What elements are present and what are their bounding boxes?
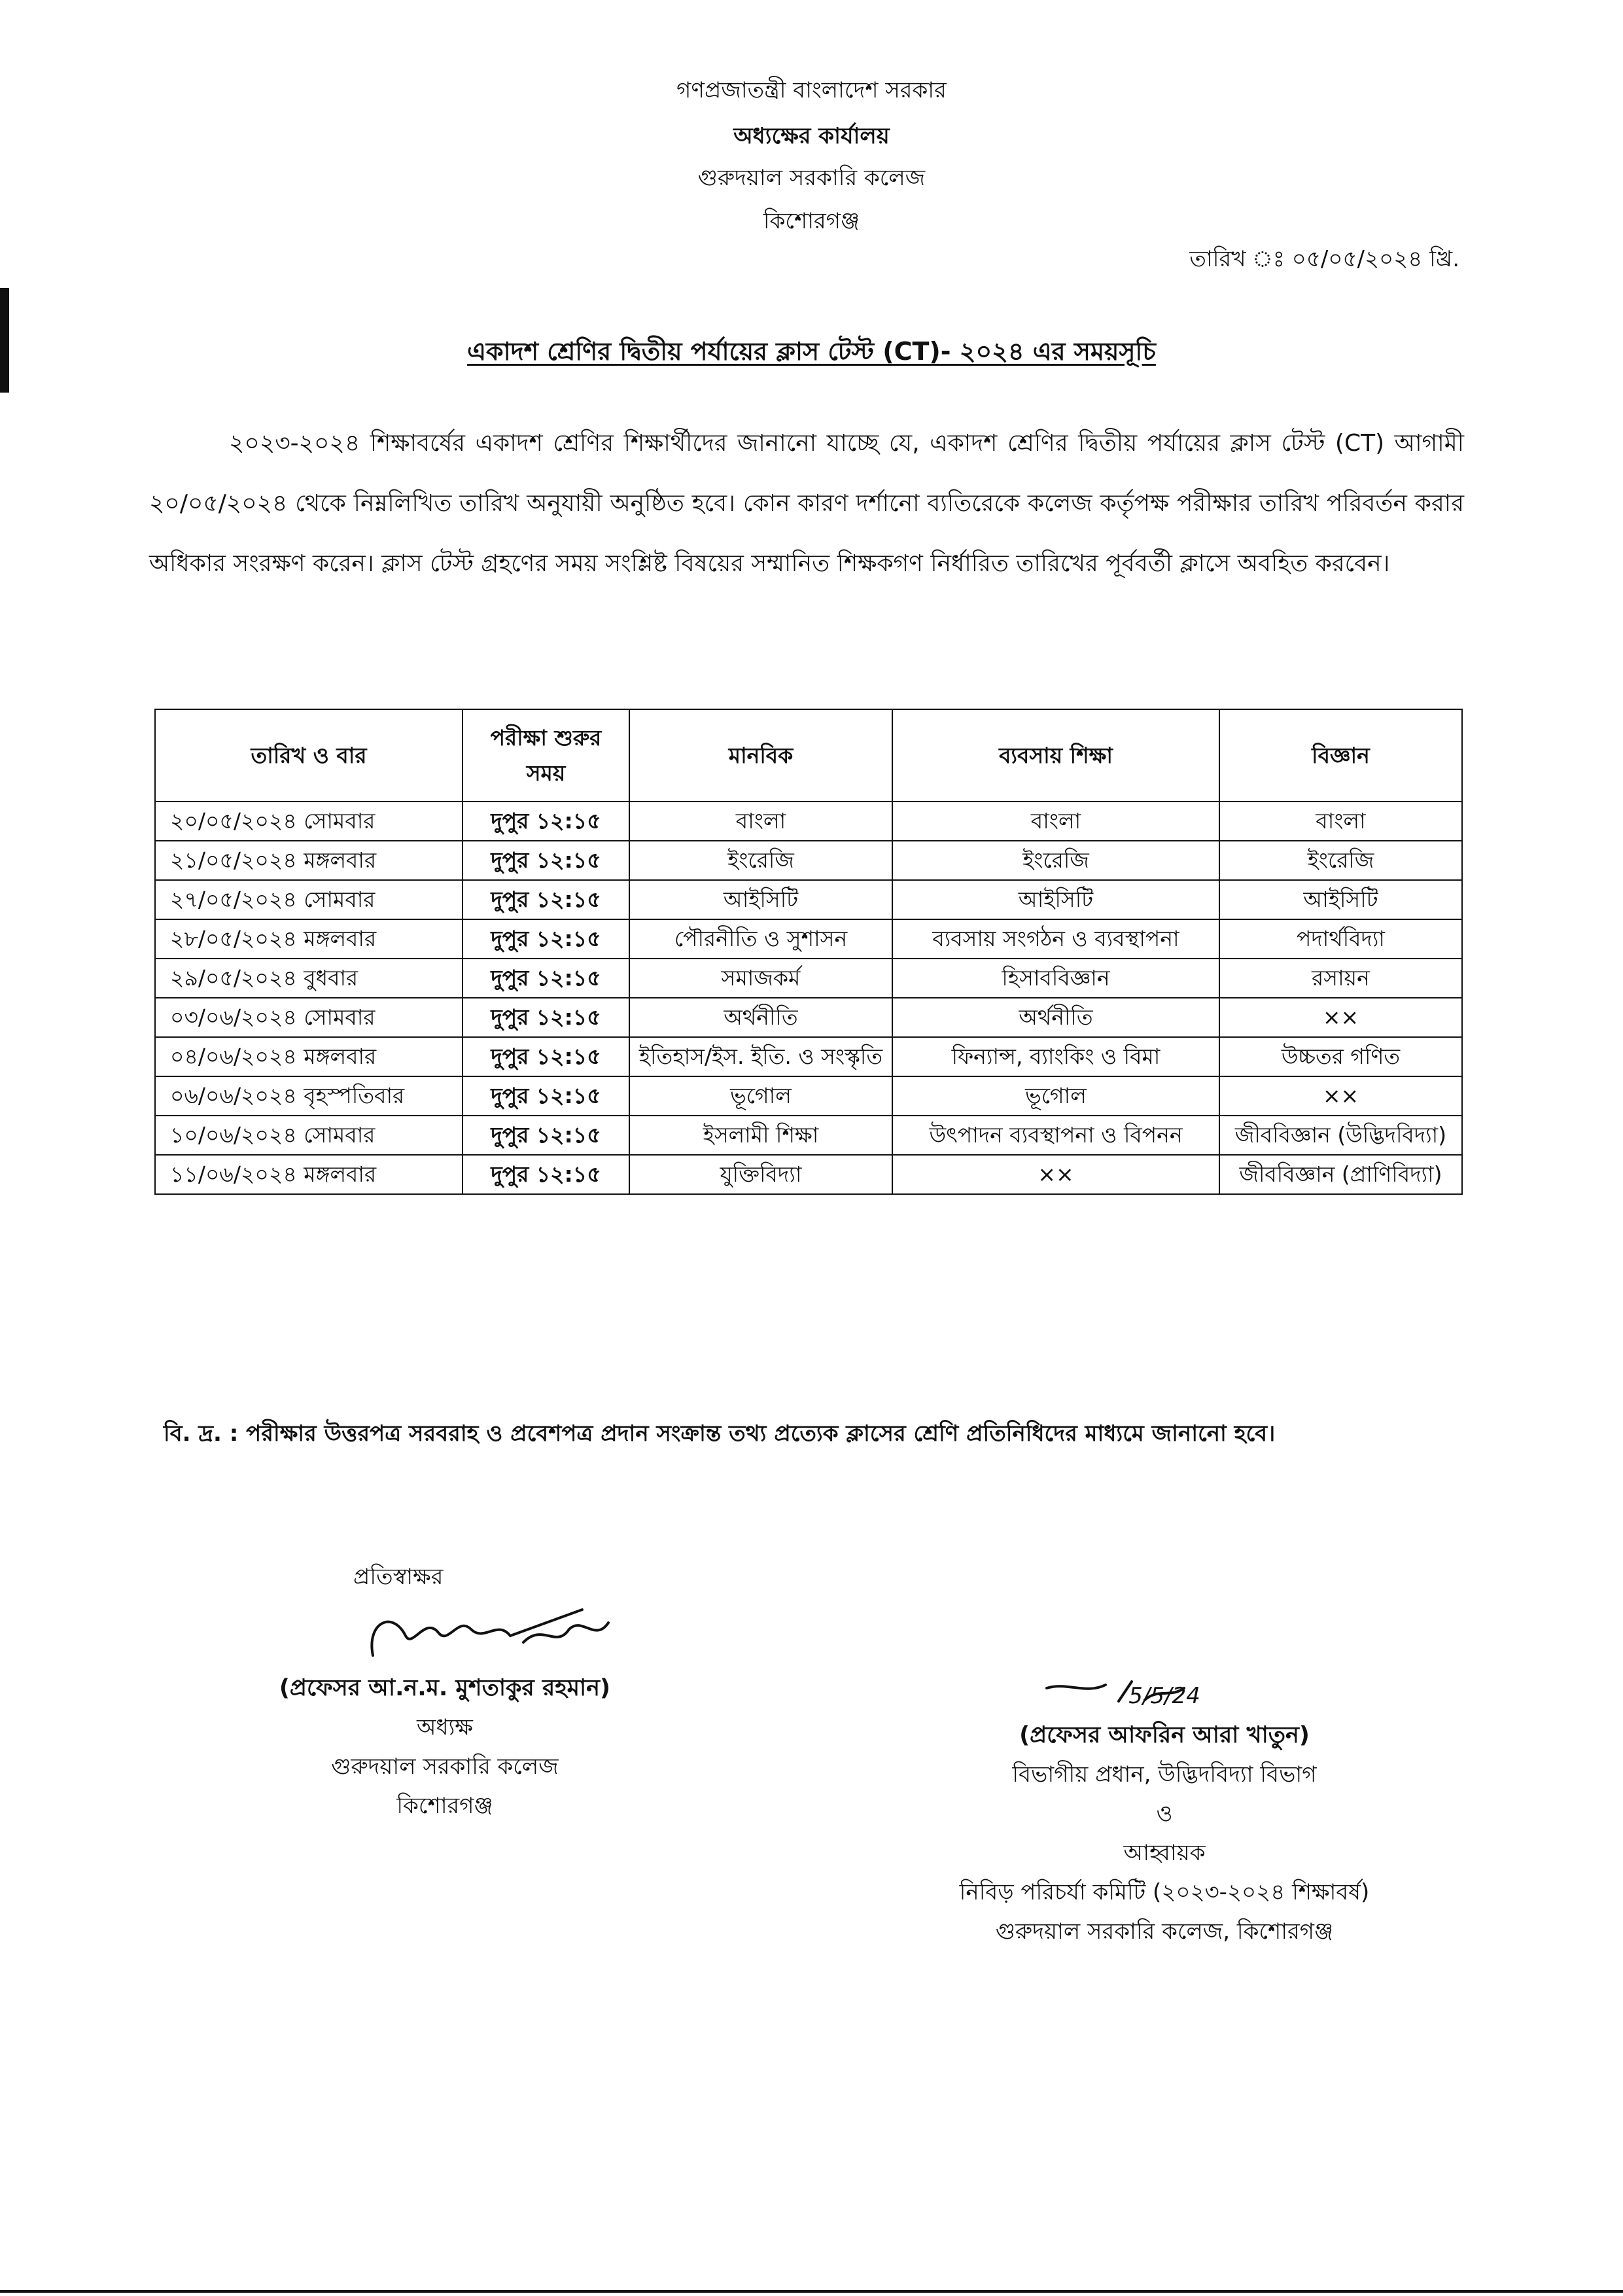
countersign-block [216, 1557, 674, 1826]
header-college: গুরুদয়াল সরকারি কলেজ [697, 165, 926, 191]
cell-date: ২৮/০৫/২০২৪ মঙ্গলবার [155, 919, 462, 959]
table-row [155, 919, 1462, 959]
cell-business: উৎপাদন ব্যবস্থাপনা ও বিপনন [892, 1116, 1219, 1155]
table-row [155, 1155, 1462, 1194]
cell-science: বাংলা [1219, 802, 1462, 841]
cell-time: দুপুর ১২:১৫ [462, 1155, 629, 1194]
cell-humanities: পৌরনীতি ও সুশাসন [629, 919, 892, 959]
cell-humanities: ইতিহাস/ইস. ইতি. ও সংস্কৃতি [629, 1037, 892, 1076]
cell-business: ভূগোল [892, 1076, 1219, 1116]
header-date: তারিখ ও বার [155, 709, 462, 802]
cell-science: ×× [1219, 1076, 1462, 1116]
cell-humanities: ইংরেজি [629, 841, 892, 880]
cell-business: ইংরেজি [892, 841, 1219, 880]
cell-science: জীববিজ্ঞান (উদ্ভিদবিদ্যা) [1219, 1116, 1462, 1155]
cell-time: দুপুর ১২:১৫ [462, 1037, 629, 1076]
cell-time: দুপুর ১২:১৫ [462, 959, 629, 998]
cell-date: ২৯/০৫/২০২৪ বুধবার [155, 959, 462, 998]
header-science: বিজ্ঞান [1219, 709, 1462, 802]
issue-date: তারিখ ঃ ০৫/০৫/২০২৪ খ্রি. [1189, 246, 1459, 272]
convener-name: (প্রফেসর আফরিন আরা খাতুন) [1019, 1722, 1310, 1748]
cell-humanities: আইসিটি [629, 880, 892, 919]
cell-humanities: অর্থনীতি [629, 998, 892, 1037]
cell-time: দুপুর ১২:১৫ [462, 998, 629, 1037]
cell-humanities: ভূগোল [629, 1076, 892, 1116]
table-row [155, 841, 1462, 880]
principal-signature-scribble [216, 1597, 674, 1669]
header-office: অধ্যক্ষের কার্যালয় [733, 123, 890, 149]
table-row [155, 998, 1462, 1037]
table-row [155, 1116, 1462, 1155]
document-title [0, 332, 1623, 374]
convener-conjunction: ও [1156, 1801, 1173, 1827]
cell-business: ×× [892, 1155, 1219, 1194]
cell-humanities: ইসলামী শিক্ষা [629, 1116, 892, 1155]
convener-signature-block [896, 1675, 1433, 1951]
cell-date: ২৭/০৫/২০২৪ সোমবার [155, 880, 462, 919]
convener-handwritten-date: 5/5/24 [1128, 1683, 1200, 1709]
cell-science: আইসিটি [1219, 880, 1462, 919]
header-district: কিশোরগঞ্জ [763, 208, 860, 234]
table-header-row [155, 709, 1462, 802]
footnote: বি. দ্র. : পরীক্ষার উত্তরপত্র সরবরাহ ও প্রবেশপত্র প্রদান সংক্রান্ত তথ্য প্রত্যেক ক্লাসের শ্রেণি প্রতিনিধিদের মাধ্যমে জানানো হবে। [164, 1421, 1276, 1447]
cell-science: রসায়ন [1219, 959, 1462, 998]
scan-bottom-edge [0, 2290, 1623, 2293]
principal-designation: অধ্যক্ষ [417, 1714, 473, 1740]
table-row [155, 959, 1462, 998]
principal-name: (প্রফেসর আ.ন.ম. মুশতাকুর রহমান) [279, 1675, 611, 1701]
cell-time: দুপুর ১২:১৫ [462, 1116, 629, 1155]
header-time: পরীক্ষা শুরুর সময় [462, 709, 629, 802]
table-row [155, 880, 1462, 919]
convener-designation: বিভাগীয় প্রধান, উদ্ভিদবিদ্যা বিভাগ [1012, 1761, 1317, 1788]
cell-humanities: সমাজকর্ম [629, 959, 892, 998]
cell-date: ০৩/০৬/২০২৪ সোমবার [155, 998, 462, 1037]
table-row [155, 1076, 1462, 1116]
convener-committee: নিবিড় পরিচর্যা কমিটি (২০২৩-২০২৪ শিক্ষাবর্ষ) [959, 1879, 1370, 1905]
cell-date: ০৬/০৬/২০২৪ বৃহস্পতিবার [155, 1076, 462, 1116]
principal-institution: গুরুদয়াল সরকারি কলেজ [331, 1754, 559, 1780]
convener-institution: গুরুদয়াল সরকারি কলেজ, কিশোরগঞ্জ [995, 1918, 1334, 1945]
cell-humanities: যুক্তিবিদ্যা [629, 1155, 892, 1194]
cell-time: দুপুর ১২:১৫ [462, 802, 629, 841]
table-row [155, 802, 1462, 841]
header-humanities: মানবিক [629, 709, 892, 802]
cell-business: আইসিটি [892, 880, 1219, 919]
cell-time: দুপুর ১২:১৫ [462, 880, 629, 919]
cell-humanities: বাংলা [629, 802, 892, 841]
cell-time: দুপুর ১২:১৫ [462, 1076, 629, 1116]
header-government: গণপ্রজাতন্ত্রী বাংলাদেশ সরকার [676, 77, 947, 103]
cell-science: জীববিজ্ঞান (প্রাণিবিদ্যা) [1219, 1155, 1462, 1194]
cell-business: অর্থনীতি [892, 998, 1219, 1037]
document-title-text: একাদশ শ্রেণির দ্বিতীয় পর্যায়ের ক্লাস টেস্ট (CT)- ২০২৪ এর সময়সূচি [467, 337, 1156, 366]
cell-business: হিসাববিজ্ঞান [892, 959, 1219, 998]
cell-time: দুপুর ১২:১৫ [462, 919, 629, 959]
cell-time: দুপুর ১২:১৫ [462, 841, 629, 880]
table-row [155, 1037, 1462, 1076]
cell-science: উচ্চতর গণিত [1219, 1037, 1462, 1076]
cell-science: ইংরেজি [1219, 841, 1462, 880]
cell-date: ০৪/০৬/২০২৪ মঙ্গলবার [155, 1037, 462, 1076]
convener-role: আহ্বায়ক [1123, 1840, 1206, 1866]
exam-schedule-table [154, 709, 1463, 1195]
cell-business: ব্যবসায় সংগঠন ও ব্যবস্থাপনা [892, 919, 1219, 959]
cell-date: ২০/০৫/২০২৪ সোমবার [155, 802, 462, 841]
principal-district: কিশোরগঞ্জ [396, 1793, 493, 1819]
countersign-label: প্রতিস্বাক্ষর [353, 1564, 444, 1590]
cell-date: ২১/০৫/২০২৪ মঙ্গলবার [155, 841, 462, 880]
header-business: ব্যবসায় শিক্ষা [892, 709, 1219, 802]
notice-paragraph: ২০২৩-২০২৪ শিক্ষাবর্ষের একাদশ শ্রেণির শিক্ষার্থীদের জানানো যাচ্ছে যে, একাদশ শ্রেণির দ্বিতীয় পর্যায়ের ক্লাস টেস্ট (CT) আগামী ২০/০৫/২০২৪ থেকে নিম্নলিখিত তারিখ অনুযায়ী অনুষ্ঠিত হবে। কোন কারণ দর্শানো ব্যতিরেকে কলেজ কর্তৃপক্ষ পরীক্ষার তারিখ পরিবর্তন করার অধিকার সংরক্ষণ করেন। ক্লাস টেস্ট গ্রহণের সময় সংশ্লিষ্ট বিষয়ের সম্মানিত শিক্ষকগণ নির্ধারিত তারিখের পূর্ববর্তী ক্লাসে অবহিত করবেন। [149, 430, 1464, 577]
cell-date: ১০/০৬/২০২৪ সোমবার [155, 1116, 462, 1155]
cell-date: ১১/০৬/২০২৪ মঙ্গলবার [155, 1155, 462, 1194]
cell-science: পদার্থবিদ্যা [1219, 919, 1462, 959]
cell-science: ×× [1219, 998, 1462, 1037]
cell-business: ফিন্যান্স, ব্যাংকিং ও বিমা [892, 1037, 1219, 1076]
cell-business: বাংলা [892, 802, 1219, 841]
